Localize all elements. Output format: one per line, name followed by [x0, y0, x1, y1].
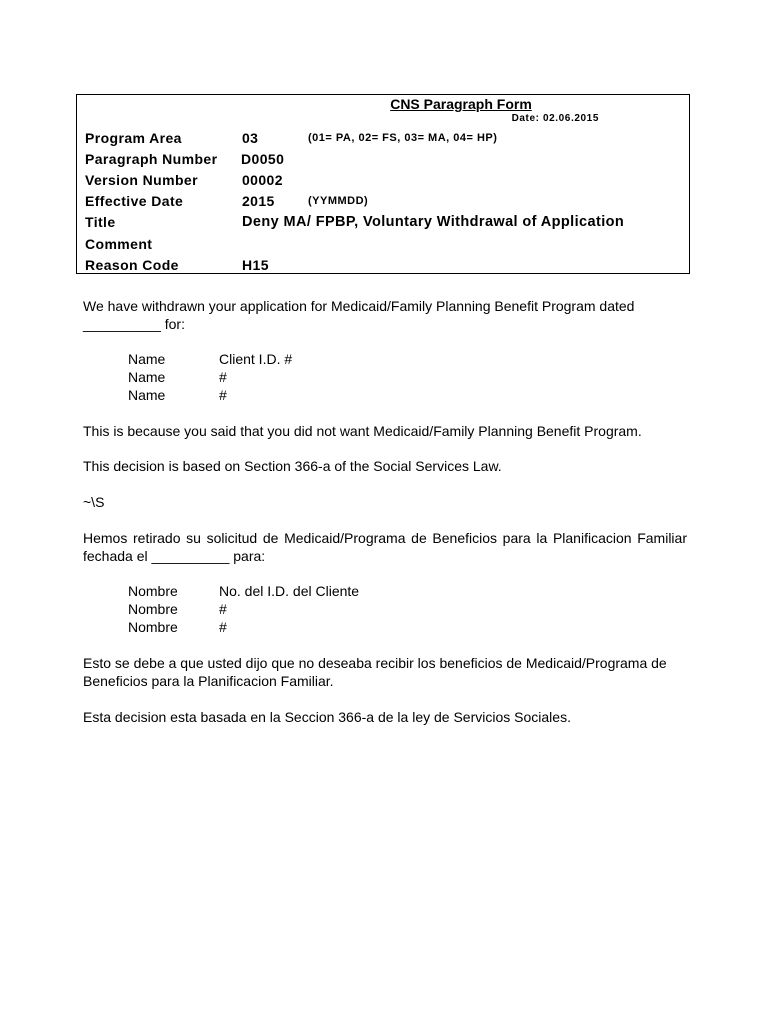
row-value: 00002: [242, 172, 283, 188]
row-note: (YYMMDD): [308, 195, 369, 207]
row-label: Reason Code: [85, 257, 179, 273]
row-label: Paragraph Number: [85, 151, 218, 167]
cns-form-header-box: [76, 94, 690, 274]
spanish-id-1: No. del I.D. del Cliente: [219, 583, 360, 599]
row-value: D0050: [241, 151, 285, 167]
row-label: Program Area: [85, 130, 182, 146]
row-label: Comment: [85, 236, 153, 252]
row-value: Deny MA/ FPBP, Voluntary Withdrawal of Application: [242, 214, 625, 230]
english-id-2: #: [219, 369, 227, 385]
english-id-3: #: [219, 387, 227, 403]
spanish-basis: Esta decision esta basada en la Seccion 366-a de la ley de Servicios Sociales.: [83, 709, 571, 725]
english-basis: This decision is based on Section 366-a of the Social Services Law.: [83, 458, 502, 474]
row-label: Version Number: [85, 172, 198, 188]
spanish-name-3: Nombre: [128, 619, 178, 635]
english-name-1: Name: [128, 351, 166, 367]
english-name-2: Name: [128, 369, 166, 385]
spanish-reason: Esto se debe a que usted dijo que no deseaba recibir los beneficios de Medicaid/Programa de Beneficios para la Planificacion Familiar.: [83, 655, 667, 689]
row-note: (01= PA, 02= FS, 03= MA, 04= HP): [308, 132, 498, 144]
separator-mark: ~\S: [83, 494, 105, 510]
row-value: 2015: [242, 193, 275, 209]
english-id-1: Client I.D. #: [219, 351, 293, 367]
english-name-3: Name: [128, 387, 166, 403]
form-date: Date: 02.06.2015: [511, 113, 599, 124]
english-reason: This is because you said that you did not want Medicaid/Family Planning Benefit Program.: [83, 423, 642, 439]
row-value: H15: [242, 257, 269, 273]
spanish-name-2: Nombre: [128, 601, 178, 617]
row-label: Effective Date: [85, 193, 184, 209]
form-title: CNS Paragraph Form: [390, 96, 532, 112]
english-intro: We have withdrawn your application for Medicaid/Family Planning Benefit Program dated __________ for:: [83, 298, 635, 332]
spanish-intro: Hemos retirado su solicitud de Medicaid/Programa de Beneficios para la Planificacion Familiar fechada el __________ para:: [83, 530, 687, 564]
row-label: Title: [85, 214, 116, 230]
spanish-name-1: Nombre: [128, 583, 178, 599]
row-value: 03: [242, 130, 259, 146]
spanish-id-2: #: [219, 601, 227, 617]
spanish-id-3: #: [219, 619, 227, 635]
